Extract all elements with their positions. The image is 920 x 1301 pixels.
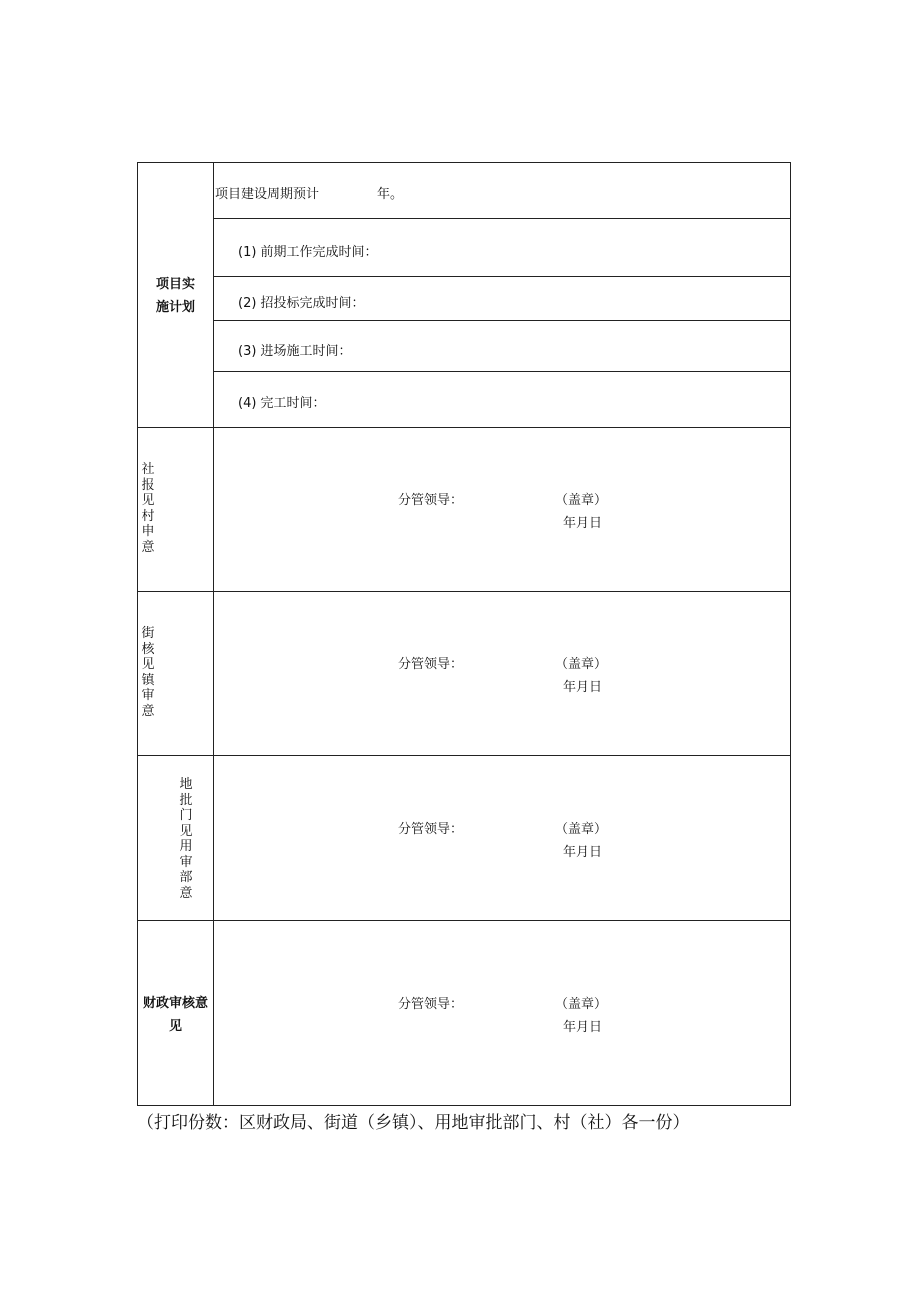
land-dept-date-label: 年月日 (563, 845, 603, 860)
section-divider (138, 920, 790, 921)
land-dept-seal-label: （盖章） (555, 822, 608, 837)
plan-label-line1: 项目实 (155, 277, 195, 292)
application-form-table (137, 162, 791, 1106)
village-date-label: 年月日 (563, 516, 603, 531)
township-date-label: 年月日 (563, 680, 603, 695)
finance-opinion-label (138, 992, 213, 1038)
section-divider (138, 755, 790, 756)
plan-item-1: (1) 前期工作完成时间： (238, 245, 378, 260)
row-divider (213, 276, 790, 277)
finance-leader-label: 分管领导： (398, 997, 464, 1012)
village-seal-label: （盖章） (555, 493, 608, 508)
village-leader-label: 分管领导： (398, 493, 464, 508)
finance-date-label: 年月日 (563, 1020, 603, 1035)
plan-item-4: (4) 完工时间： (238, 396, 326, 411)
plan-item-2: (2) 招投标完成时间： (238, 296, 365, 311)
finance-label-line1: 财政审核意 (142, 996, 208, 1011)
column-divider (213, 163, 214, 1105)
plan-item-3: (3) 进场施工时间： (238, 344, 352, 359)
township-seal-label: （盖章） (555, 657, 608, 672)
section-divider (138, 591, 790, 592)
row-divider (213, 320, 790, 321)
period-row (215, 183, 403, 202)
finance-seal-label: （盖章） (555, 997, 608, 1012)
finance-label-line2: 见 (168, 1019, 182, 1034)
land-dept-opinion-label: 地批门见用审部意 (179, 777, 193, 901)
plan-label-line2: 施计划 (155, 300, 195, 315)
period-prefix: 项目建设周期预计 (215, 187, 320, 202)
township-opinion-label: 街核见镇审意 (141, 626, 155, 719)
row-divider (213, 218, 790, 219)
print-copies-note: （打印份数：区财政局、街道（乡镇）、用地审批部门、村（社）各一份） (137, 1113, 690, 1133)
section-divider (138, 427, 790, 428)
village-opinion-label: 社报见村申意 (141, 462, 155, 555)
period-suffix: 年。 (377, 187, 404, 202)
land-dept-leader-label: 分管领导： (398, 822, 464, 837)
township-leader-label: 分管领导： (398, 657, 464, 672)
plan-label (138, 273, 213, 319)
row-divider (213, 371, 790, 372)
